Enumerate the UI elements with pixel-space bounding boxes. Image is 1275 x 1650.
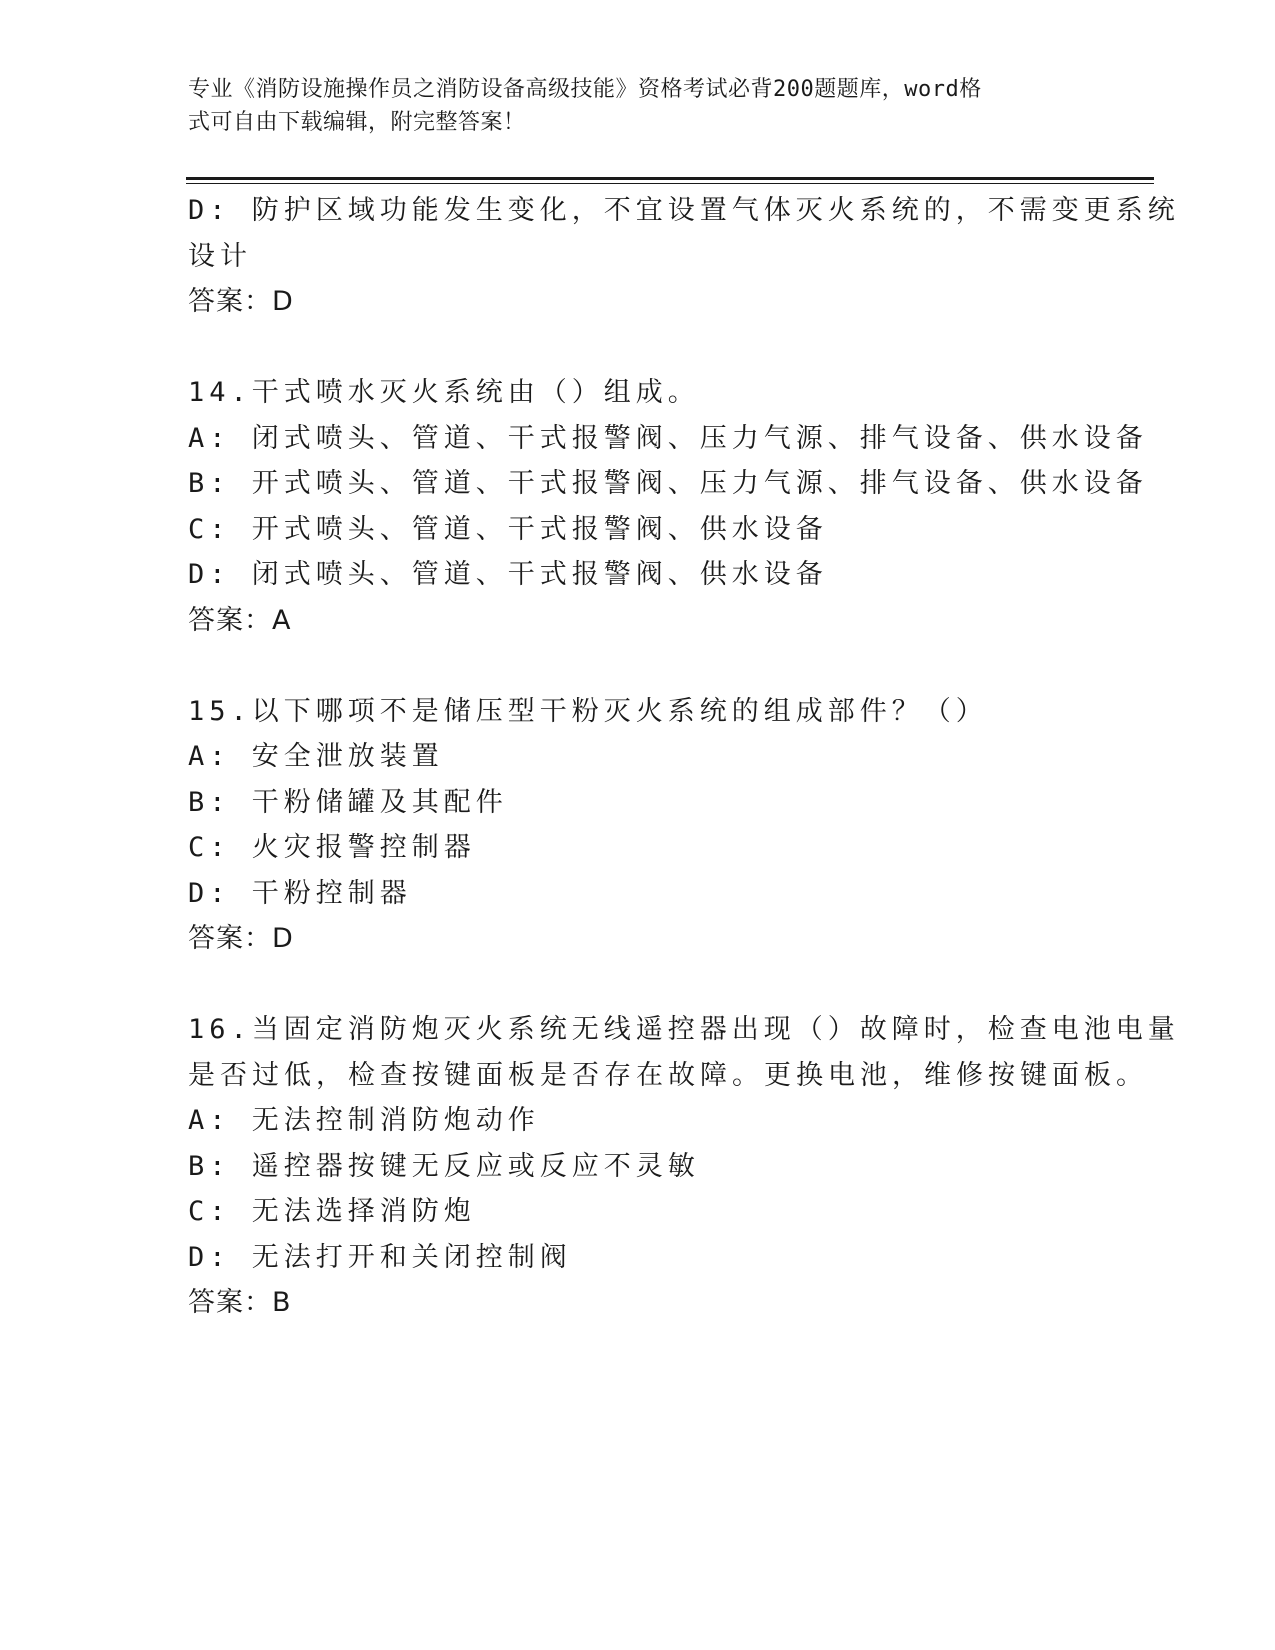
option-d: D: 防护区域功能发生变化，不宜设置气体灭火系统的，不需变更系统	[188, 195, 1180, 226]
answer-line: 答案：D	[188, 286, 294, 317]
question-15	[188, 689, 1088, 962]
header-rule-thick	[186, 177, 1154, 180]
page-header	[188, 73, 1068, 139]
option-d: D: 闭式喷头、管道、干式报警阀、供水设备	[188, 559, 828, 590]
option-d: D: 无法打开和关闭控制阀	[188, 1241, 572, 1273]
option-a: A: 无法控制消防炮动作	[188, 1105, 540, 1136]
option-b: B: 开式喷头、管道、干式报警阀、压力气源、排气设备、供水设备	[188, 468, 1148, 499]
question-14	[188, 370, 1148, 643]
option-a: A: 安全泄放装置	[188, 741, 444, 772]
header-line-2: 式可自由下载编辑，附完整答案！	[188, 110, 526, 135]
header-rule-thin	[186, 183, 1154, 184]
spacer	[188, 325, 1088, 371]
option-c: C: 火灾报警控制器	[188, 832, 476, 863]
answer-line: 答案：B	[188, 1287, 292, 1318]
question-content	[188, 188, 1180, 1326]
spacer	[188, 962, 1088, 1008]
question-stem: 16.当固定消防炮灭火系统无线遥控器出现（）故障时，检查电池电量	[188, 1014, 1180, 1045]
option-d: D: 干粉控制器	[188, 877, 412, 909]
option-b: B: 干粉储罐及其配件	[188, 786, 508, 818]
question-stem: 14.干式喷水灭火系统由（）组成。	[188, 377, 700, 408]
header-line-1: 专业《消防设施操作员之消防设备高级技能》资格考试必背200题题库，word格	[188, 77, 982, 102]
question-stem: 15.以下哪项不是储压型干粉灭火系统的组成部件？（）	[188, 695, 988, 727]
question-16	[188, 1007, 1180, 1326]
answer-line: 答案：D	[188, 923, 294, 954]
option-b: B: 遥控器按键无反应或反应不灵敏	[188, 1150, 700, 1182]
previous-question-tail	[188, 188, 1180, 325]
option-c: C: 开式喷头、管道、干式报警阀、供水设备	[188, 513, 828, 545]
spacer	[188, 643, 1088, 689]
option-d-continuation: 设计	[188, 240, 252, 272]
option-a: A: 闭式喷头、管道、干式报警阀、压力气源、排气设备、供水设备	[188, 422, 1148, 454]
question-stem-continuation: 是否过低，检查按键面板是否存在故障。更换电池，维修按键面板。	[188, 1059, 1148, 1091]
answer-line: 答案：A	[188, 604, 292, 636]
option-c: C: 无法选择消防炮	[188, 1196, 476, 1227]
